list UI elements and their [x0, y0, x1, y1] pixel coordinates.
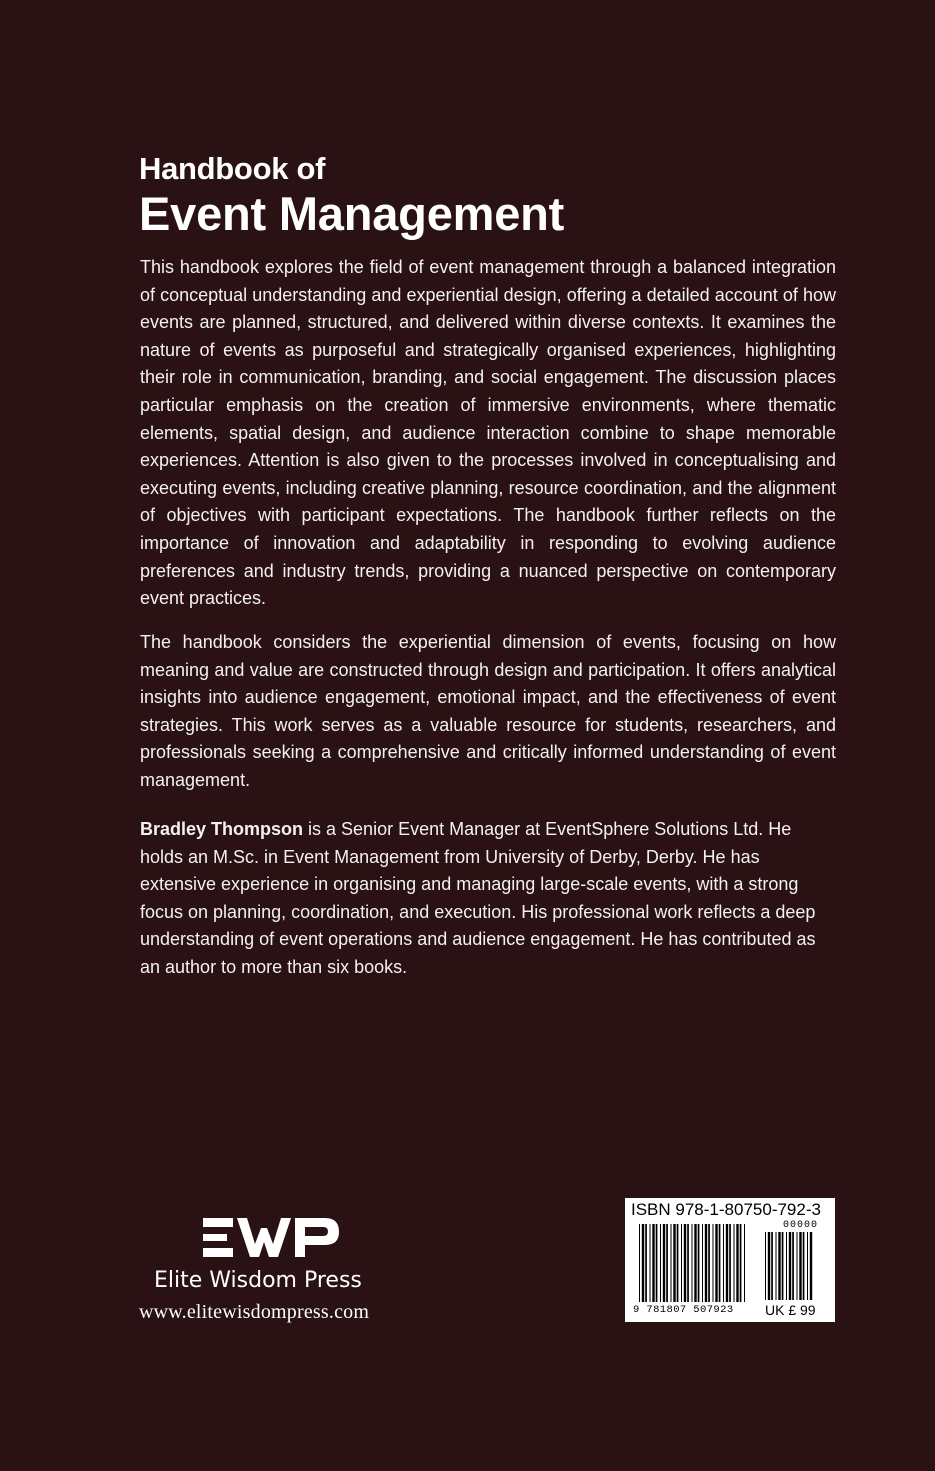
barcode-addon-digits: 00000 [783, 1220, 819, 1231]
author-bio-paragraph [140, 816, 836, 982]
publisher-url: www.elitewisdompress.com [139, 1301, 370, 1323]
book-title [139, 150, 839, 240]
author-name: Bradley Thompson [140, 819, 304, 839]
title-prefix: Handbook of [139, 151, 326, 186]
ean-digits: 9 781807 507923 [633, 1304, 734, 1316]
title-main: Event Management [139, 187, 565, 240]
author-bio: is a Senior Event Manager at EventSphere Solutions Ltd. He holds an M.Sc. in Event Management from University of Derby, Derby. He has extensive experience in organising and managing large-scale events, with a strong focus on planning, coordination, and execution. His professional work reflects a deep understanding of event operations and audience engagement. He has contributed as an author to more than six books. [140, 819, 816, 977]
publisher-logo-icon [201, 1214, 341, 1260]
publisher-name: Elite Wisdom Press [154, 1268, 362, 1293]
price-label: UK £ 99 [765, 1302, 816, 1318]
isbn-label: ISBN 978-1-80750-792-3 [631, 1200, 821, 1219]
isbn-barcode [625, 1198, 835, 1322]
description-paragraph-1: This handbook explores the field of event management through a balanced integration of conceptual understanding and experiential design, offering a detailed account of how events are planned, structured, and delivered within diverse contexts. It examines the nature of events as purposeful and strategically organised experiences, highlighting their role in communication, branding, and social engagement. The discussion places particular emphasis on the creation of immersive environments, where thematic elements, spatial design, and audience interaction combine to shape memorable experiences. Attention is also given to the processes involved in conceptualising and executing events, including creative planning, resource coordination, and the alignment of objectives with participant expectations. The handbook further reflects on the importance of innovation and adaptability in responding to evolving audience preferences and industry trends, providing a nuanced perspective on contemporary event practices. [140, 257, 836, 609]
description-paragraph-2: The handbook considers the experiential dimension of events, focusing on how meaning and value are constructed through design and participation. It offers analytical insights into audience engagement, emotional impact, and the effectiveness of event strategies. This work serves as a valuable resource for students, researchers, and professionals seeking a comprehensive and critically informed understanding of event management. [140, 632, 836, 790]
